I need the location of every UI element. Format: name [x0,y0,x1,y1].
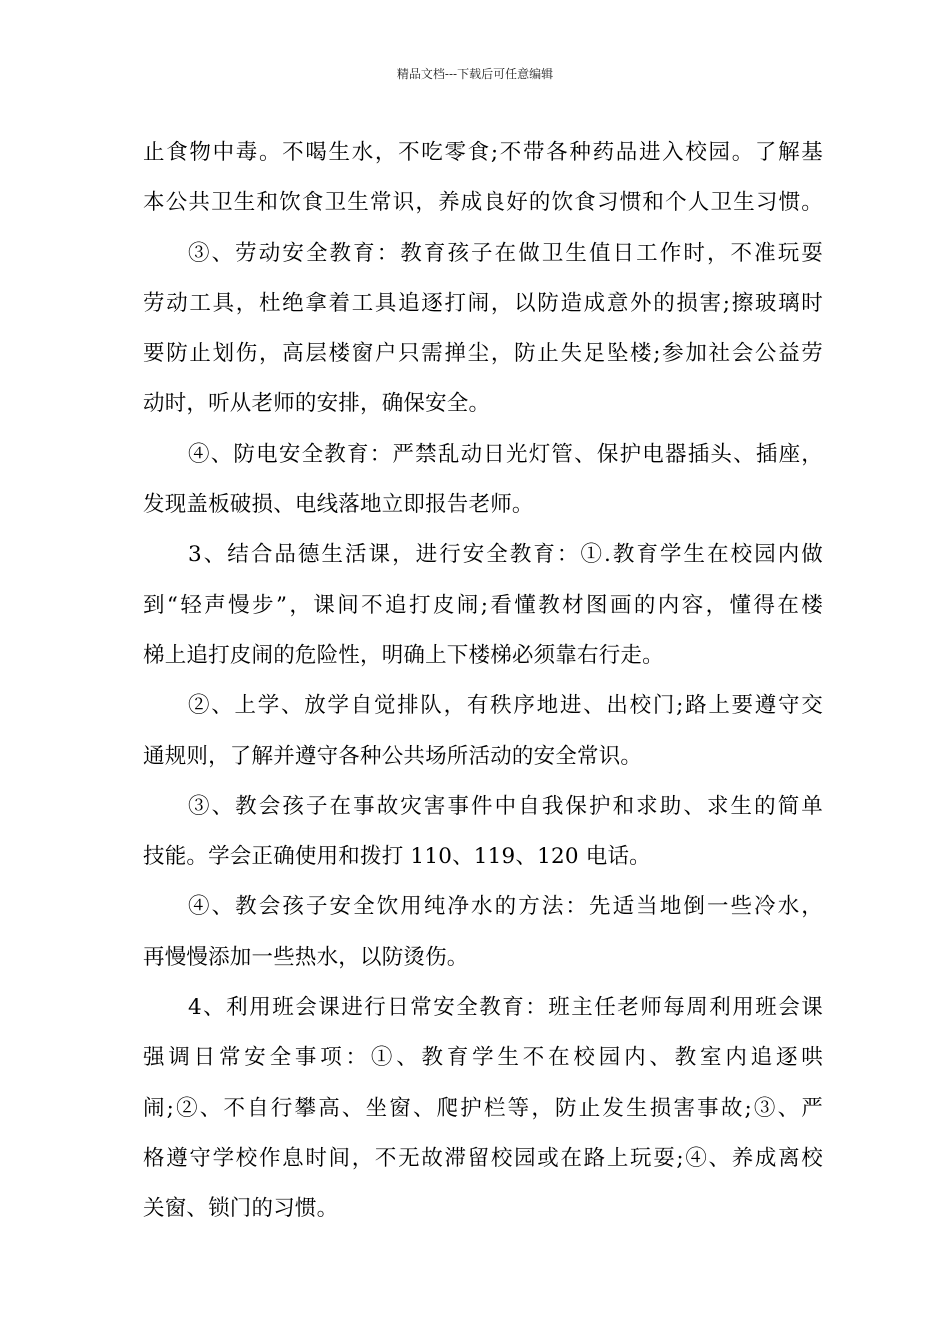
text-line: ④、防电安全教育：严禁乱动日光灯管、保护电器插头、插座， [188,441,823,467]
text-line: 梯上追打皮闹的危险性，明确上下楼梯必须靠右行走。 [143,642,664,668]
text-line: 格遵守学校作息时间，不无故滞留校园或在路上玩耍;④、养成离校 [143,1145,823,1171]
text-line: ③、教会孩子在事故灾害事件中自我保护和求助、求生的简单 [188,793,823,819]
text-line: 强调日常安全事项：①、教育学生不在校园内、教室内追逐哄 [143,1045,823,1071]
text-line: 发现盖板破损、电线落地立即报告老师。 [143,492,534,518]
text-line: ③、劳动安全教育：教育孩子在做卫生值日工作时，不准玩耍 [188,240,823,266]
text-line: 到“轻声慢步”，课间不追打皮闹;看懂教材图画的内容，懂得在楼 [143,592,823,618]
text-line: 4、利用班会课进行日常安全教育：班主任老师每周利用班会课 [188,995,823,1021]
text-line: 技能。学会正确使用和拨打 110、119、120 电话。 [143,844,651,870]
text-line: ②、上学、放学自觉排队，有秩序地进、出校门;路上要遵守交 [188,693,823,719]
text-line: 再慢慢添加一些热水，以防烫伤。 [143,944,469,970]
text-line: ④、教会孩子安全饮用纯净水的方法：先适当地倒一些冷水， [188,894,823,920]
text-line: 通规则，了解并遵守各种公共场所活动的安全常识。 [143,743,643,769]
text-line: 本公共卫生和饮食卫生常识，养成良好的饮食习惯和个人卫生习惯。 [143,190,823,216]
text-line: 3、结合品德生活课，进行安全教育：①.教育学生在校园内做 [188,542,823,568]
text-line: 要防止划伤，高层楼窗户只需掸尘，防止失足坠楼;参加社会公益劳 [143,341,823,367]
page-header: 精品文档---下载后可任意编辑 [396,67,554,81]
text-line: 劳动工具，杜绝拿着工具追逐打闹，以防造成意外的损害;擦玻璃时 [143,290,823,316]
text-line: 闹;②、不自行攀高、坐窗、爬护栏等，防止发生损害事故;③、严 [143,1095,823,1121]
body-text [143,128,823,1235]
text-line: 关窗、锁门的习惯。 [143,1196,339,1222]
text-line: 止食物中毒。不喝生水，不吃零食;不带各种药品进入校园。了解基 [143,140,823,165]
text-line: 动时，听从老师的安排，确保安全。 [143,391,491,417]
